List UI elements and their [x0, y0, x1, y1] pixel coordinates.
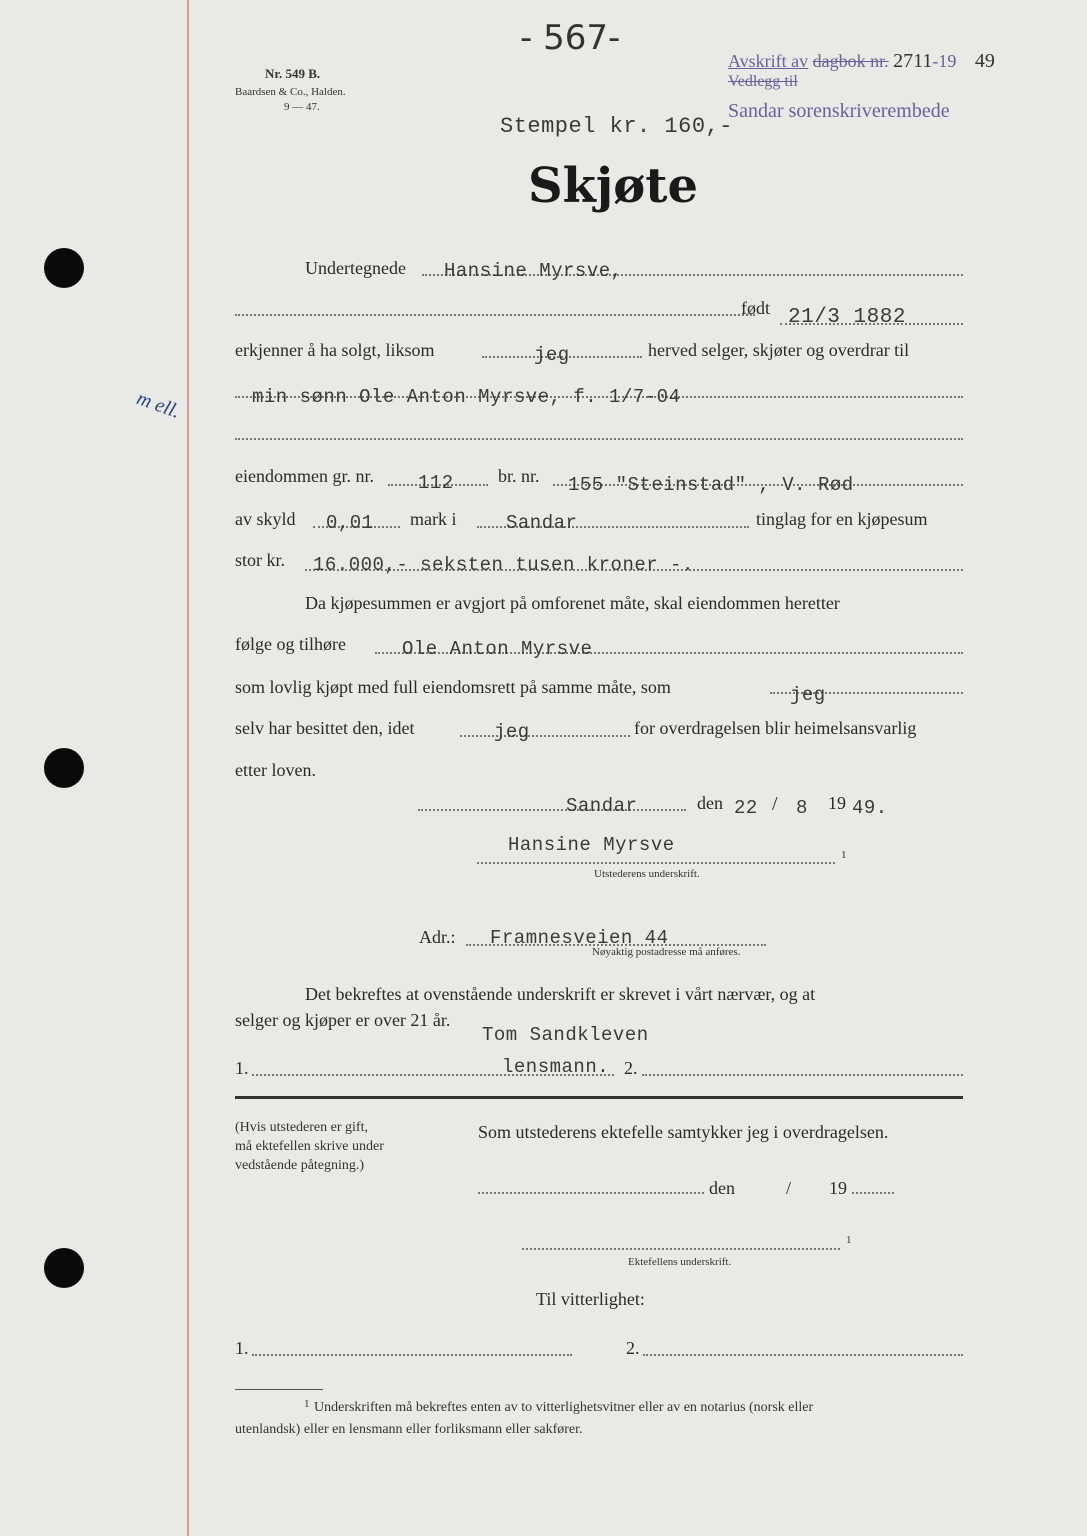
etter-loven: etter loven. [235, 760, 316, 780]
margin-note: m ell. [133, 387, 184, 423]
den-label: den [697, 793, 723, 813]
section-divider [235, 1096, 963, 1099]
punch-hole [44, 1248, 84, 1288]
punch-hole [44, 248, 84, 288]
witness-num1: 1. [235, 1058, 249, 1078]
signature-month: 8 [796, 797, 808, 819]
folge-value: Ole Anton Myrsve [402, 638, 593, 660]
stor-kr-label: stor kr. [235, 550, 286, 570]
br-nr-label: br. nr. [498, 466, 540, 486]
birth-date: 21/3 1882 [788, 306, 906, 329]
buyer-line: min sønn Ole Anton Myrsve, f. 1/7-04 [252, 386, 681, 408]
spouse-consent: Som utstederens ektefelle samtykker jeg i overdragelsen. [478, 1122, 889, 1142]
date-slash: / [772, 793, 778, 815]
signature-year: 49. [852, 797, 888, 819]
signature-day: 22 [734, 797, 758, 819]
footnote-line1: Underskriften må bekreftes enten av to vitterlighetsvitner eller av en notarius (norsk eller [314, 1400, 814, 1415]
signature-line [477, 862, 835, 864]
witness-num2: 2. [624, 1058, 638, 1078]
witness-name: Tom Sandkleven [482, 1024, 649, 1046]
stamp-line3: Sandar sorenskriverembede [728, 100, 950, 122]
fodt-label: født [741, 298, 770, 318]
address-label: Adr.: [419, 927, 456, 947]
document-title: Skjøte [528, 158, 699, 214]
spouse-year-prefix: 19 [829, 1178, 847, 1198]
witness-line [642, 1074, 963, 1076]
vitterlighet-label: Til vitterlighet: [536, 1289, 645, 1309]
witness-title: lensmann. [502, 1056, 610, 1078]
lovlig-value: jeg [790, 684, 826, 706]
av-skyld-label: av skyld [235, 509, 296, 529]
footnote-line2: utenlandsk) eller en lensmann eller forliksmann eller sakfører. [235, 1422, 583, 1437]
footnote-mark: 1 [841, 849, 847, 861]
witness-line [252, 1354, 572, 1356]
punch-hole [44, 748, 84, 788]
signature-caption: Utstederens underskrift. [594, 868, 700, 880]
dotted-line [235, 314, 755, 316]
spouse-caption: Ektefellens underskrift. [628, 1256, 732, 1268]
seller-name: Hansine Myrsve, [444, 260, 623, 282]
form-number: Nr. 549 B. [265, 66, 321, 81]
stamp-year: 49 [974, 50, 995, 72]
folge-label: følge og tilhøre [235, 634, 346, 654]
stamp-year-prefix: -19 [932, 51, 957, 71]
tinglag-label: tinglag for en kjøpesum [756, 509, 928, 529]
dotted-line [418, 809, 686, 811]
confirmation-line2: selger og kjøper er over 21 år. [235, 1010, 451, 1030]
skyld-value: 0,01 [326, 512, 374, 534]
herved-label: herved selger, skjøter og overdrar til [648, 340, 910, 360]
liksom-value: jeg [534, 344, 570, 366]
dotted-line [478, 1192, 704, 1194]
dotted-line [460, 735, 630, 737]
footnote-mark-bottom: 1 [304, 1398, 310, 1410]
spouse-signature-line [522, 1248, 840, 1250]
signer-name: Hansine Myrsve [508, 834, 675, 856]
stempel-fee: Stempel kr. 160,- [500, 114, 733, 139]
gr-nr-value: 112 [418, 472, 454, 494]
selv-value: jeg [494, 721, 530, 743]
footnote-rule [235, 1389, 323, 1390]
stamp-struck-text: Avskrift av [728, 51, 809, 71]
vitterlighet-num2: 2. [626, 1338, 640, 1358]
form-publisher: Baardsen & Co., Halden. [235, 86, 346, 98]
spouse-footnote-mark: 1 [846, 1234, 852, 1246]
address-value: Framnesveien 44 [490, 927, 669, 949]
page-number: - 567- [520, 18, 621, 58]
stamp-line2: Vedlegg til [728, 73, 798, 90]
sum-value: 16.000,- seksten tusen kroner -. [313, 554, 694, 576]
overdragelsen-label: for overdragelsen blir heimelsansvarlig [634, 718, 917, 738]
form-edition: 9 — 47. [284, 101, 320, 113]
margin-line [187, 0, 189, 1536]
signature-year-prefix: 19 [828, 793, 846, 813]
erkjenner-label: erkjenner å ha solgt, liksom [235, 340, 435, 360]
stamp-line1 [728, 50, 995, 73]
witness-line [643, 1354, 963, 1356]
eiendommen-label: eiendommen gr. nr. [235, 466, 374, 486]
vitterlighet-num1: 1. [235, 1338, 249, 1358]
dotted-line [235, 438, 963, 440]
dotted-line [852, 1192, 894, 1194]
spouse-note-line2: må ektefellen skrive under [235, 1139, 384, 1154]
spouse-date-slash: / [786, 1178, 792, 1198]
confirmation-line1: Det bekreftes at ovenstående underskrift er skrevet i vårt nærvær, og at [305, 984, 816, 1004]
stamp-dagbok-number: 2711 [893, 50, 933, 72]
spouse-note-line1: (Hvis utstederen er gift, [235, 1120, 368, 1135]
signature-place: Sandar [566, 795, 638, 817]
undertegnede-label: Undertegnede [305, 258, 406, 278]
br-nr-value: 155 "Steinstad" , V. Rød [568, 474, 854, 496]
spouse-den-label: den [709, 1178, 735, 1198]
lovlig-label: som lovlig kjøpt med full eiendomsrett på samme måte, som [235, 677, 671, 697]
mark-i-label: mark i [410, 509, 457, 529]
selv-label: selv har besittet den, idet [235, 718, 415, 738]
address-caption: Nøyaktig postadresse må anføres. [592, 946, 741, 958]
tinglag-value: Sandar [506, 512, 578, 534]
paragraph-line: Da kjøpesummen er avgjort på omforenet måte, skal eiendommen heretter [305, 593, 840, 613]
stamp-dagbok-text: dagbok nr. [812, 51, 889, 71]
spouse-note-line3: vedstående påtegning.) [235, 1158, 365, 1173]
